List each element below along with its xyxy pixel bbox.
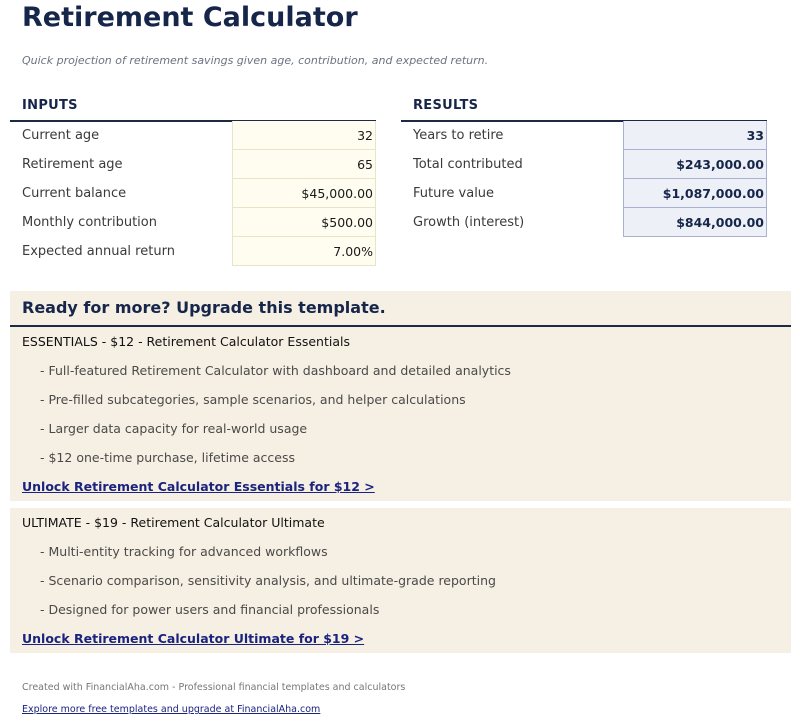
ultimate-feature-item: - Multi-entity tracking for advanced workflows <box>40 544 328 559</box>
input-row-retirement-age <box>10 150 377 179</box>
page-title: Retirement Calculator <box>22 2 358 33</box>
essentials-tier-card <box>10 327 791 501</box>
ultimate-feature-item: - Scenario comparison, sensitivity analysis, and ultimate-grade reporting <box>40 573 496 588</box>
result-label: Future value <box>413 186 495 201</box>
input-label: Expected annual return <box>22 244 175 259</box>
results-table <box>401 121 768 237</box>
upgrade-banner <box>10 291 791 327</box>
input-label: Current age <box>22 128 100 143</box>
total-contributed-value[interactable]: $243,000.00 <box>623 150 767 179</box>
input-row-expected-return <box>10 237 377 266</box>
upgrade-heading: Ready for more? Upgrade this template. <box>22 298 386 317</box>
input-label: Monthly contribution <box>22 215 157 230</box>
current-balance-input[interactable]: $45,000.00 <box>232 179 376 208</box>
unlock-essentials-link[interactable]: Unlock Retirement Calculator Essentials for $12 > <box>22 479 375 494</box>
years-to-retire-value[interactable]: 33 <box>623 121 767 150</box>
unlock-ultimate-link[interactable]: Unlock Retirement Calculator Ultimate for $19 > <box>22 631 365 646</box>
essentials-tier-title: ESSENTIALS - $12 - Retirement Calculator Essentials <box>22 334 350 349</box>
expected-return-input[interactable]: 7.00% <box>232 237 376 266</box>
result-row-total-contributed <box>401 150 768 179</box>
essentials-feature-item: - $12 one-time purchase, lifetime access <box>40 450 295 465</box>
result-row-future-value <box>401 179 768 208</box>
ultimate-tier-card <box>10 508 791 653</box>
essentials-feature-item: - Pre-filled subcategories, sample scenarios, and helper calculations <box>40 392 466 407</box>
monthly-contribution-input[interactable]: $500.00 <box>232 208 376 237</box>
result-label: Years to retire <box>413 128 504 143</box>
essentials-feature-item: - Larger data capacity for real-world usage <box>40 421 308 436</box>
page-subtitle: Quick projection of retirement savings given age, contribution, and expected return. <box>22 54 489 67</box>
input-row-current-balance <box>10 179 377 208</box>
results-heading: RESULTS <box>413 98 479 113</box>
input-row-monthly-contribution <box>10 208 377 237</box>
result-row-years-to-retire <box>401 121 768 150</box>
essentials-feature-item: - Full-featured Retirement Calculator with dashboard and detailed analytics <box>40 363 511 378</box>
result-row-growth <box>401 208 768 237</box>
inputs-table <box>10 121 377 266</box>
growth-value[interactable]: $844,000.00 <box>623 208 767 237</box>
footer-explore-link[interactable]: Explore more free templates and upgrade at FinancialAha.com <box>22 704 321 715</box>
input-row-current-age <box>10 121 377 150</box>
ultimate-tier-title: ULTIMATE - $19 - Retirement Calculator Ultimate <box>22 515 325 530</box>
result-label: Total contributed <box>413 157 523 172</box>
future-value-value[interactable]: $1,087,000.00 <box>623 179 767 208</box>
ultimate-feature-item: - Designed for power users and financial professionals <box>40 602 380 617</box>
footer-credit: Created with FinancialAha.com - Professional financial templates and calculators <box>22 682 406 693</box>
inputs-heading: INPUTS <box>22 98 78 113</box>
input-label: Retirement age <box>22 157 123 172</box>
result-label: Growth (interest) <box>413 215 525 230</box>
input-label: Current balance <box>22 186 127 201</box>
current-age-input[interactable]: 32 <box>232 121 376 150</box>
retirement-age-input[interactable]: 65 <box>232 150 376 179</box>
